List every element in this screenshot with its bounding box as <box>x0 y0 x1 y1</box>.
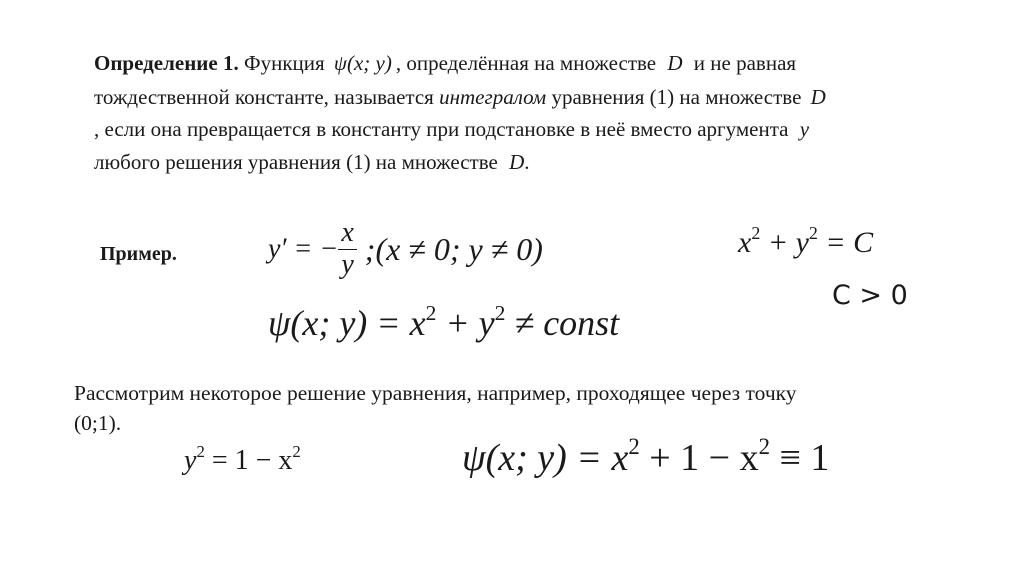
example-label: Пример. <box>100 243 177 265</box>
definition-line-2: тождественной константе, называется интегралом уравнения (1) на множестве D <box>94 85 826 109</box>
psi-function: ψ(x; y) <box>333 51 392 75</box>
psi-identity: ψ(x; $y) = x^2 + 1 - x^2 \equiv 1$ <box>462 434 830 479</box>
definition-line-3: , если она превращается в константу при подстановке в неё вместо аргумента y <box>94 117 810 141</box>
definition-lead: Определение 1. <box>94 51 239 75</box>
definition-line-1: Определение 1. Функция ψ(x; y) , определённая на множестве D и не равная <box>94 51 797 75</box>
solution-equation: $y^2 = 1 - x^2$ <box>184 442 301 476</box>
fraction-x-over-y: $\frac{x}{y}$ <box>338 218 356 281</box>
consider-line-1: Рассмотрим некоторое решение уравнения, например, проходящее через точку <box>74 381 797 405</box>
circle-equation: $x^2 + y^2 = C$ <box>738 223 874 259</box>
consider-line-2: (0;1). <box>74 411 122 435</box>
ode-equation: y′ = − $\frac{x}{y}$ ;(x ≠ 0; y ≠ 0) <box>268 217 543 280</box>
psi-not-const: ψ(x; $y) = x^2 + y^2$ ≠ const <box>268 300 620 343</box>
definition-line-4: любого решения уравнения (1) на множестве D. <box>94 150 530 174</box>
constant-condition: C > 0 <box>832 280 908 311</box>
integral-term: интегралом <box>439 85 547 109</box>
